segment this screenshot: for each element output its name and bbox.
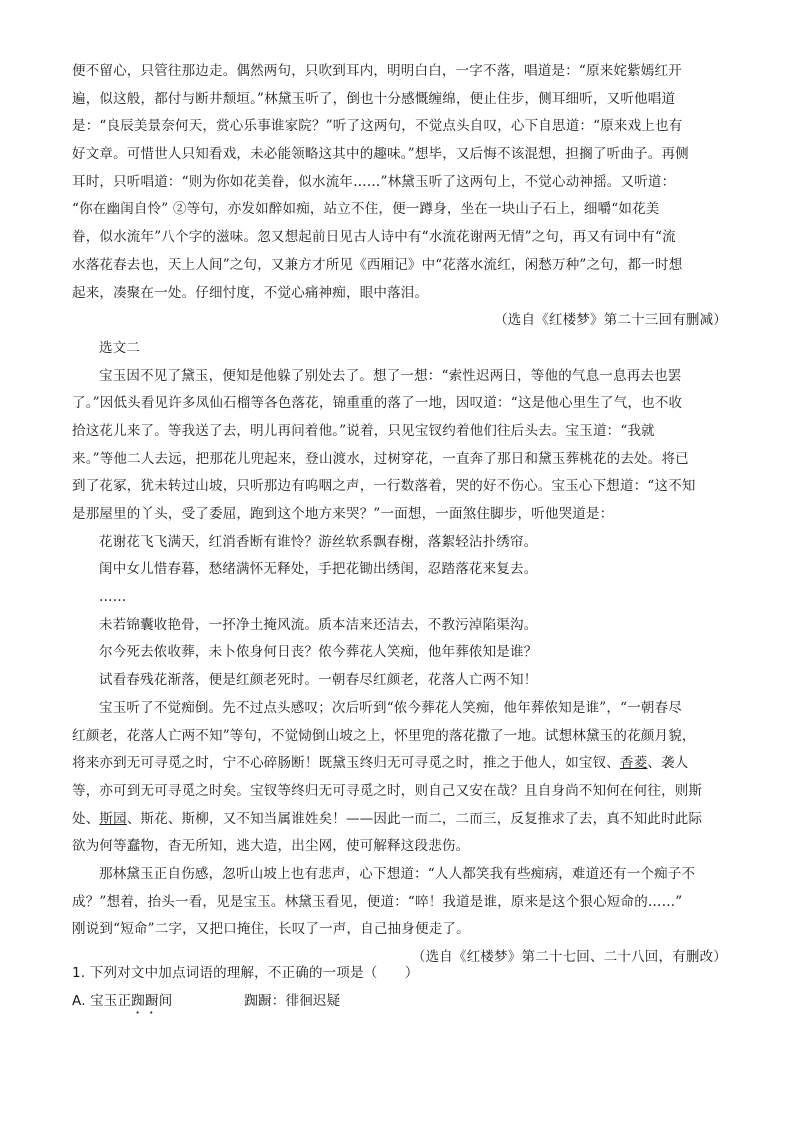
text-line: 耳时，只听唱道：“则为你如花美眷，似水流年……”林黛玉听了这两句上，不觉心动神摇。又听道：: [72, 173, 676, 190]
text-line: 欲为何等蠢物，杳无所知，逃大造，出尘网，使可解释这段悲伤。: [72, 838, 470, 855]
source-citation: （选自《红楼梦》第二十七回、二十八回，有删改）: [411, 949, 727, 965]
text-line: 宝玉因不见了黛玉，便知是他躲了别处去了。想了一想：“索性迟两日，等他的气息一息再去也罢: [99, 367, 682, 384]
text-line: 来。”等他二人去远，把那花儿兜起来，登山渡水，过树穿花，一直奔了那日和黛玉葬桃花的去处。将已: [72, 450, 689, 467]
text-line: 是那屋里的丫头，受了委屈，跑到这个地方来哭？”一面想，一面煞住脚步，听他哭道是：: [72, 506, 614, 522]
poem-line: 未若锦囊收艳骨，一抔净土掩风流。质本洁来还洁去，不教污淖陷渠沟。: [99, 616, 538, 633]
poem-line: 尔今死去侬收葬，未卜侬身何日丧？侬今葬花人笑痴，他年葬侬知是谁？: [99, 644, 538, 661]
underlined-term: 斯园: [99, 810, 127, 827]
option-a-after: 间: [158, 992, 173, 1009]
text-line: 便不留心，只管往那边走。偶然两句，只吹到耳内，明明白白，一字不落，唱道是：“原来姹紫嫣红开: [72, 63, 682, 79]
source-citation: （选自《红楼梦》第二十三回有删减）: [494, 312, 727, 329]
text-line: 红颜老，花落人亡两不知”等句，不觉恸倒山坡之上，怀里兜的落花撒了一地。试想林黛玉的花颜月貌，: [72, 727, 696, 744]
text-line: [72, 806, 727, 834]
poem-ellipsis: ……: [99, 589, 127, 606]
poem-line: 花谢花飞飞满天，红消香断有谁怜？游丝软系飘春榭，落絮轻沾扑绣帘。: [99, 533, 538, 550]
text-line: 那林黛玉正自伤感，忽听山坡上也有悲声，心下想道：“人人都笑我有些痴病，难道还有一个痴子不: [99, 865, 696, 882]
text-line: 起来，凑聚在一处。仔细忖度，不觉心痛神痴，眼中落泪。: [72, 284, 429, 301]
text-line: 刚说到“短命”二字，又把口掩住，长叹了一声，自己抽身便走了。: [72, 921, 470, 938]
text-line: 好文章。可惜世人只知看戏，未必能领略这其中的趣味。”想毕，又后悔不该混想，担搁了听曲子。再侧: [72, 146, 689, 163]
poem-line: 闺中女儿惜春暮，愁绪满怀无释处，手把花锄出绣闺，忍踏落花来复去。: [99, 561, 538, 578]
poem-line: 试看春残花渐落，便是红颜老死时。一朝春尽红颜老，花落人亡两不知！: [99, 672, 538, 689]
text-line: 成？”想着，抬头一看，见是宝玉。林黛玉看见，便道：“啐！我道是谁，原来是这个狠心短命的……”: [72, 893, 683, 910]
text-line: [72, 750, 727, 778]
text-segment: 、袭人: [647, 755, 689, 772]
text-line: 等，亦可到无可寻觅之时矣。宝钗等终归无可寻觅之时，则自己又安在哉？且自身尚不知何在何往，则斯: [72, 782, 703, 799]
passage-one: [72, 58, 727, 972]
text-line: 了。”因低头看见许多凤仙石榴等各色落花，锦重重的落了一地，因叹道：“这是他心里生了气，也不收: [72, 395, 683, 412]
text-segment: 处、: [72, 810, 100, 827]
text-line: 水落花春去也，天上人间”之句，又兼方才所见《西厢记》中“花落水流红，闲愁万种”之句，都一时想: [72, 256, 683, 273]
text-line: 宝玉听了不觉痴倒。先不过点头感叹；次后听到“侬今葬花人笑痴，他年葬侬知是谁”，“一朝春尽: [99, 699, 683, 716]
section-title: 选文二: [99, 339, 141, 356]
question-block: [72, 960, 727, 1015]
option-a-label: A. 宝玉正: [72, 992, 132, 1009]
option-a-definition: 踟蹰：徘徊迟疑: [244, 992, 341, 1009]
question-stem: 1. 下列对文中加点词语的理解，不正确的一项是（ ）: [72, 965, 419, 981]
text-line: 眷，似水流年”八个字的滋味。忽又想起前日见古人诗中有“水流花谢两无情”之句，再又有词中有“流: [72, 229, 676, 246]
text-line: 到了花冢，犹未转过山坡，只听那边有呜咽之声，一行数落着，哭的好不伤心。宝玉心下想道：“这不知: [72, 478, 696, 495]
underlined-term: 香菱: [620, 755, 648, 772]
text-segment: 将来亦到无可寻觅之时，宁不心碎肠断！既黛玉终归无可寻觅之时，推之于他人，如宝钗、: [72, 755, 620, 772]
text-line: 是：“良辰美景奈何天，赏心乐事谁家院？”听了这两句，不觉点头自叹，心下自思道：“原来戏上也有: [72, 118, 683, 135]
option-a[interactable]: [72, 988, 727, 1016]
dotted-word: 踟蹰: [131, 992, 159, 1009]
text-line: 拾这花儿来了。等我送了去，明儿再问着他。”说着，只见宝钗约着他们往后头去。宝玉道：“我就: [72, 422, 655, 439]
text-segment: 、斯花、斯柳，又不知当属谁姓矣！——因此一而二，二而三，反复推求了去，真不知此时此际: [126, 810, 703, 827]
text-line: “你在幽闺自怜” ②等句，亦发如醉如痴，站立不住，便一蹲身，坐在一块山子石上，细嚼“如花美: [72, 201, 660, 218]
text-line: 遍，似这般，都付与断井颓垣。”林黛玉听了，倒也十分感慨缠绵，便止住步，侧耳细听，又听他唱道: [72, 90, 676, 107]
